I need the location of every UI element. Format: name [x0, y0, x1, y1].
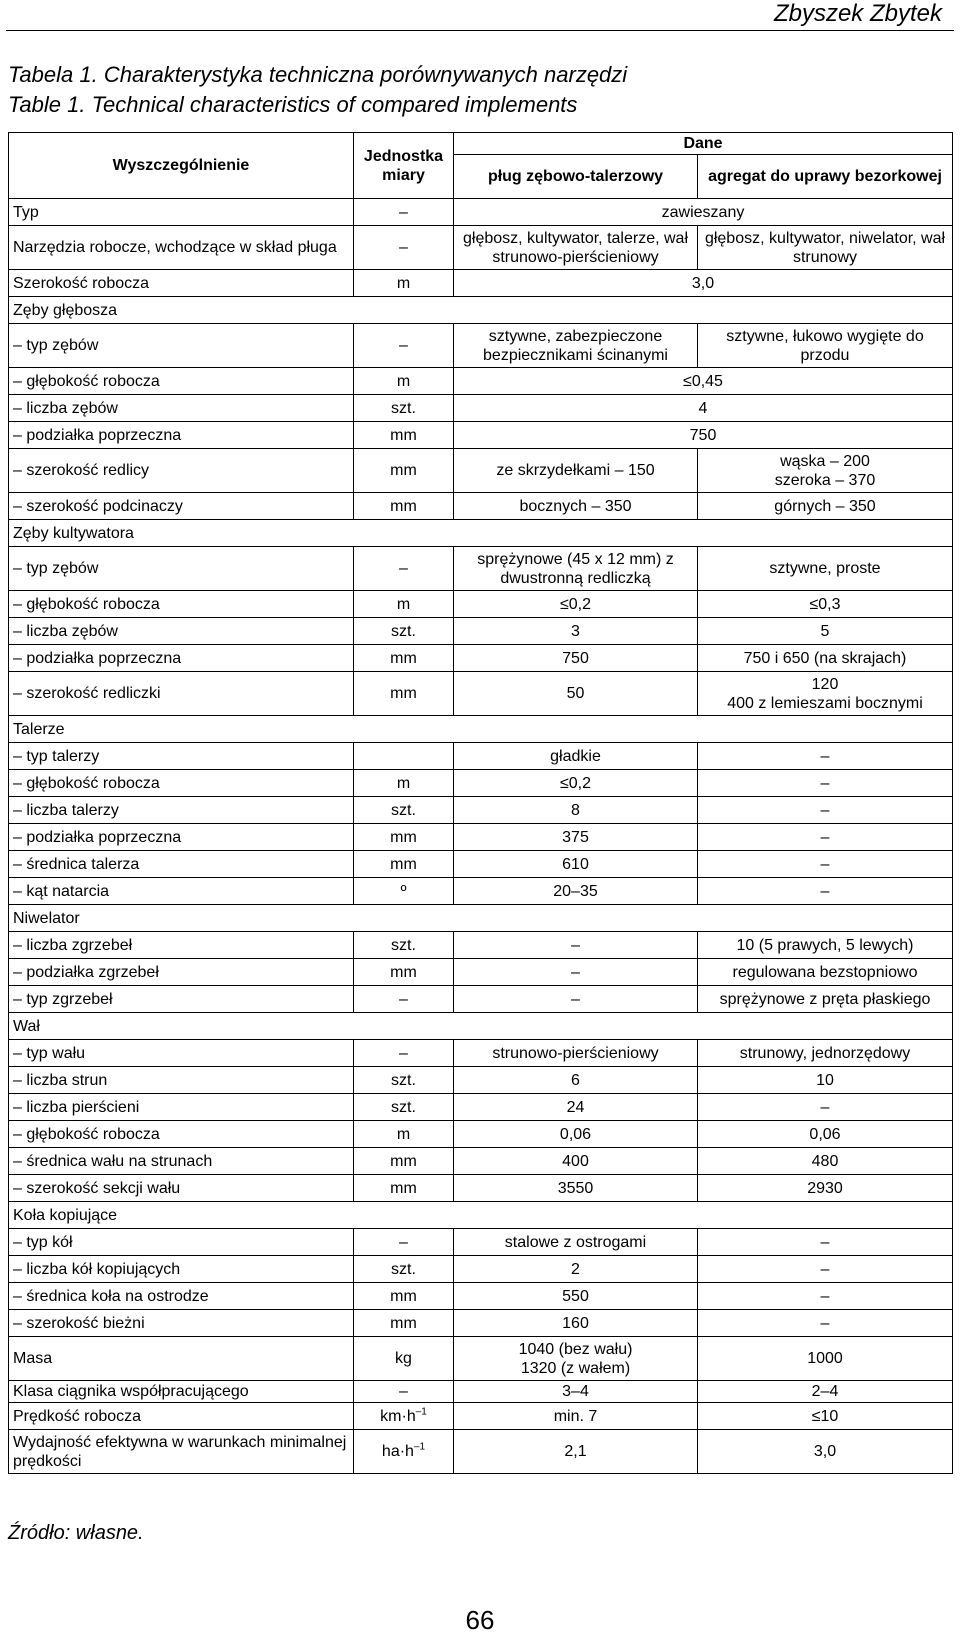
table-row: – głębokość robocza m ≤0,45	[9, 368, 953, 395]
table-row: – szerokość redlicy mm ze skrzydełkami – 150 wąska – 200 szeroka – 370	[9, 449, 953, 493]
table-row: Prędkość robocza $km\cdot h^{-1}$ min. 7 ≤10	[9, 1403, 953, 1430]
table-row: – podziałka zgrzebeł mm – regulowana bezstopniowo	[9, 959, 953, 986]
table-row: – liczba zgrzebeł szt. – 10 (5 prawych, 5 lewych)	[9, 932, 953, 959]
header-data: Dane	[454, 133, 953, 155]
table-row: – głębokość robocza m ≤0,2 –	[9, 770, 953, 797]
table-row: – typ wału – strunowo-pierścieniowy strunowy, jednorzędowy	[9, 1040, 953, 1067]
table-row: – podziałka poprzeczna mm 750 750 i 650 (na skrajach)	[9, 645, 953, 672]
table-row: – typ kół – stalowe z ostrogami –	[9, 1229, 953, 1256]
table-row: Klasa ciągnika współpracującego – 3–4 2–4	[9, 1381, 953, 1403]
table-row: – typ zgrzebeł – – sprężynowe z pręta płaskiego	[9, 986, 953, 1013]
table-row: – liczba zębów szt. 3 5	[9, 618, 953, 645]
table-row: – liczba strun szt. 6 10	[9, 1067, 953, 1094]
header-rule	[6, 30, 954, 31]
table-row: – średnica wału na strunach mm 400 480	[9, 1148, 953, 1175]
table-row: – szerokość sekcji wału mm 3550 2930	[9, 1175, 953, 1202]
table-row: Narzędzia robocze, wchodzące w skład pługa – głębosz, kultywator, talerze, wał strunowo-pierścieniowy głębosz, kultywator, niwelator, wał strunowy	[9, 226, 953, 270]
table-caption	[8, 60, 627, 120]
header-unit: Jednostka miary	[354, 133, 454, 199]
caption-en: Table 1. Technical characteristics of compared implements	[8, 92, 578, 117]
table-row: – szerokość bieżni mm 160 –	[9, 1310, 953, 1337]
table-row: – podziałka poprzeczna mm 375 –	[9, 824, 953, 851]
table-row: – głębokość robocza m ≤0,2 ≤0,3	[9, 591, 953, 618]
table-row: – kąt natarcia º 20–35 –	[9, 878, 953, 905]
table-row: – typ zębów – sprężynowe (45 x 12 mm) z dwustronną redliczką sztywne, proste	[9, 547, 953, 591]
table-row: Masa kg 1040 (bez wału) 1320 (z wałem) 1000	[9, 1337, 953, 1381]
section-row: Koła kopiujące	[9, 1202, 953, 1229]
table-row: – średnica koła na ostrodze mm 550 –	[9, 1283, 953, 1310]
table-row: – liczba kół kopiujących szt. 2 –	[9, 1256, 953, 1283]
section-row: Zęby głębosza	[9, 297, 953, 324]
table-row: – liczba pierścieni szt. 24 –	[9, 1094, 953, 1121]
table-row: – podziałka poprzeczna mm 750	[9, 422, 953, 449]
table-row: Szerokość robocza m 3,0	[9, 270, 953, 297]
table-row: – szerokość podcinaczy mm bocznych – 350 górnych – 350	[9, 493, 953, 520]
source-note: Źródło: własne.	[8, 1522, 144, 1544]
table-row: – średnica talerza mm 610 –	[9, 851, 953, 878]
page-number: 66	[465, 1605, 495, 1635]
section-row: Zęby kultywatora	[9, 520, 953, 547]
header-plow: pług zębowo-talerzowy	[454, 155, 698, 199]
section-row: Niwelator	[9, 905, 953, 932]
technical-characteristics-table	[8, 132, 953, 1474]
table-row: – liczba talerzy szt. 8 –	[9, 797, 953, 824]
running-header-author: Zbyszek Zbytek	[773, 0, 942, 27]
table-row: – typ zębów – sztywne, zabezpieczone bezpiecznikami ścinanymi sztywne, łukowo wygięte do przodu	[9, 324, 953, 368]
header-aggregate: agregat do uprawy bezorkowej	[698, 155, 953, 199]
section-row: Talerze	[9, 716, 953, 743]
table-row: Typ – zawieszany	[9, 199, 953, 226]
table-row: – szerokość redliczki mm 50 120 400 z lemieszami bocznymi	[9, 672, 953, 716]
section-row: Wał	[9, 1013, 953, 1040]
table-row: – typ talerzy gładkie –	[9, 743, 953, 770]
table-row: – liczba zębów szt. 4	[9, 395, 953, 422]
header-spec: Wyszczególnienie	[9, 133, 354, 199]
table-row: – głębokość robocza m 0,06 0,06	[9, 1121, 953, 1148]
table-row: Wydajność efektywna w warunkach minimalnej prędkości $ha\cdot h^{-1}$ 2,1 3,0	[9, 1430, 953, 1474]
caption-pl: Tabela 1. Charakterystyka techniczna porównywanych narzędzi	[8, 62, 628, 87]
